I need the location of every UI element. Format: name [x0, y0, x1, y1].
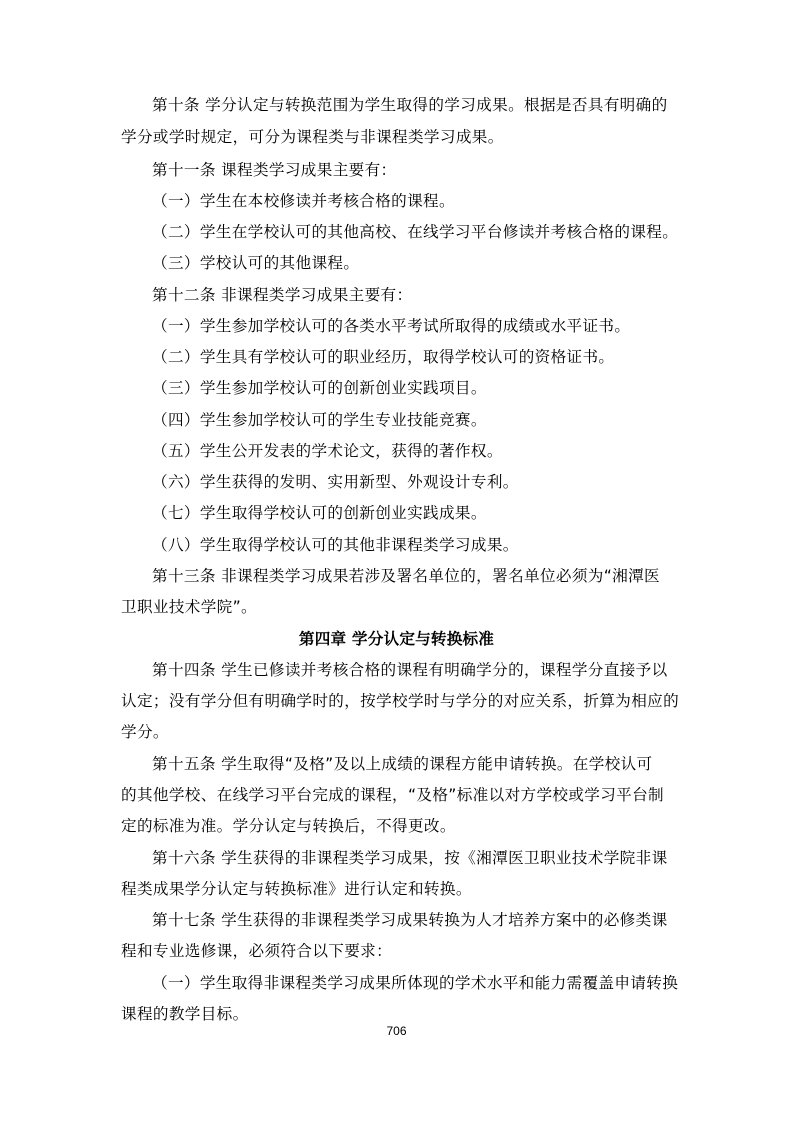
article-12-item-4: （四）学生参加学校认可的学生专业技能竞赛。	[152, 411, 487, 429]
page-number: 706	[386, 1024, 407, 1038]
article-10-line-1: 第十条 学分认定与转换范围为学生取得的学习成果。根据是否具有明确的	[152, 96, 668, 114]
article-13-line-1: 第十三条 非课程类学习成果若涉及署名单位的，署名单位必须为“湘潭医	[152, 567, 660, 585]
article-12-item-5: （五）学生公开发表的学术论文，获得的著作权。	[152, 442, 503, 460]
chapter-4-heading: 第四章 学分认定与转换标准	[298, 630, 495, 648]
article-11-item-2: （二）学生在学校认可的其他高校、在线学习平台修读并考核合格的课程。	[152, 223, 679, 241]
article-15-line-1: 第十五条 学生取得“及格”及以上成绩的课程方能申请转换。在学校认可	[152, 755, 653, 773]
article-15-line-2: 的其他学校、在线学习平台完成的课程，“及格”标准以对方学校或学习平台制	[121, 786, 665, 804]
article-11-item-3: （三）学校认可的其他课程。	[152, 254, 360, 272]
article-16-line-1: 第十六条 学生获得的非课程类学习成果，按《湘潭医卫职业技术学院非课	[152, 849, 668, 867]
article-11-item-1: （一）学生在本校修读并考核合格的课程。	[152, 192, 455, 210]
article-17-item-1-line-2: 课程的教学目标。	[121, 1005, 249, 1023]
article-17-item-1-line-1: （一）学生取得非课程类学习成果所体现的学术水平和能力需覆盖申请转换	[152, 974, 679, 992]
article-16-line-2: 程类成果学分认定与转换标准》进行认定和转换。	[121, 880, 472, 898]
article-12-item-3: （三）学生参加学校认可的创新创业实践项目。	[152, 379, 487, 397]
article-14-line-2: 认定；没有学分但有明确学时的，按学校学时与学分的对应关系，折算为相应的	[121, 692, 680, 710]
article-12-item-8: （八）学生取得学校认可的其他非课程类学习成果。	[152, 536, 519, 554]
article-12-title: 第十二条 非课程类学习成果主要有：	[152, 286, 413, 304]
article-17-line-2: 程和专业选修课，必须符合以下要求：	[121, 942, 393, 960]
article-10-line-2: 学分或学时规定，可分为课程类与非课程类学习成果。	[121, 128, 504, 146]
article-15-line-3: 定的标准为准。学分认定与转换后，不得更改。	[121, 817, 456, 835]
article-12-item-7: （七）学生取得学校认可的创新创业实践成果。	[152, 504, 487, 522]
article-12-item-2: （二）学生具有学校认可的职业经历，取得学校认可的资格证书。	[152, 348, 615, 366]
article-12-item-1: （一）学生参加学校认可的各类水平考试所取得的成绩或水平证书。	[152, 317, 631, 335]
article-13-line-2: 卫职业技术学院”。	[121, 598, 257, 616]
article-12-item-6: （六）学生获得的发明、实用新型、外观设计专利。	[152, 473, 519, 491]
article-14-line-3: 学分。	[121, 723, 169, 741]
article-11-title: 第十一条 课程类学习成果主要有：	[152, 161, 397, 179]
article-14-line-1: 第十四条 学生已修读并考核合格的课程有明确学分的，课程学分直接予以	[152, 661, 668, 679]
article-17-line-1: 第十七条 学生获得的非课程类学习成果转换为人才培养方案中的必修类课	[152, 911, 668, 929]
